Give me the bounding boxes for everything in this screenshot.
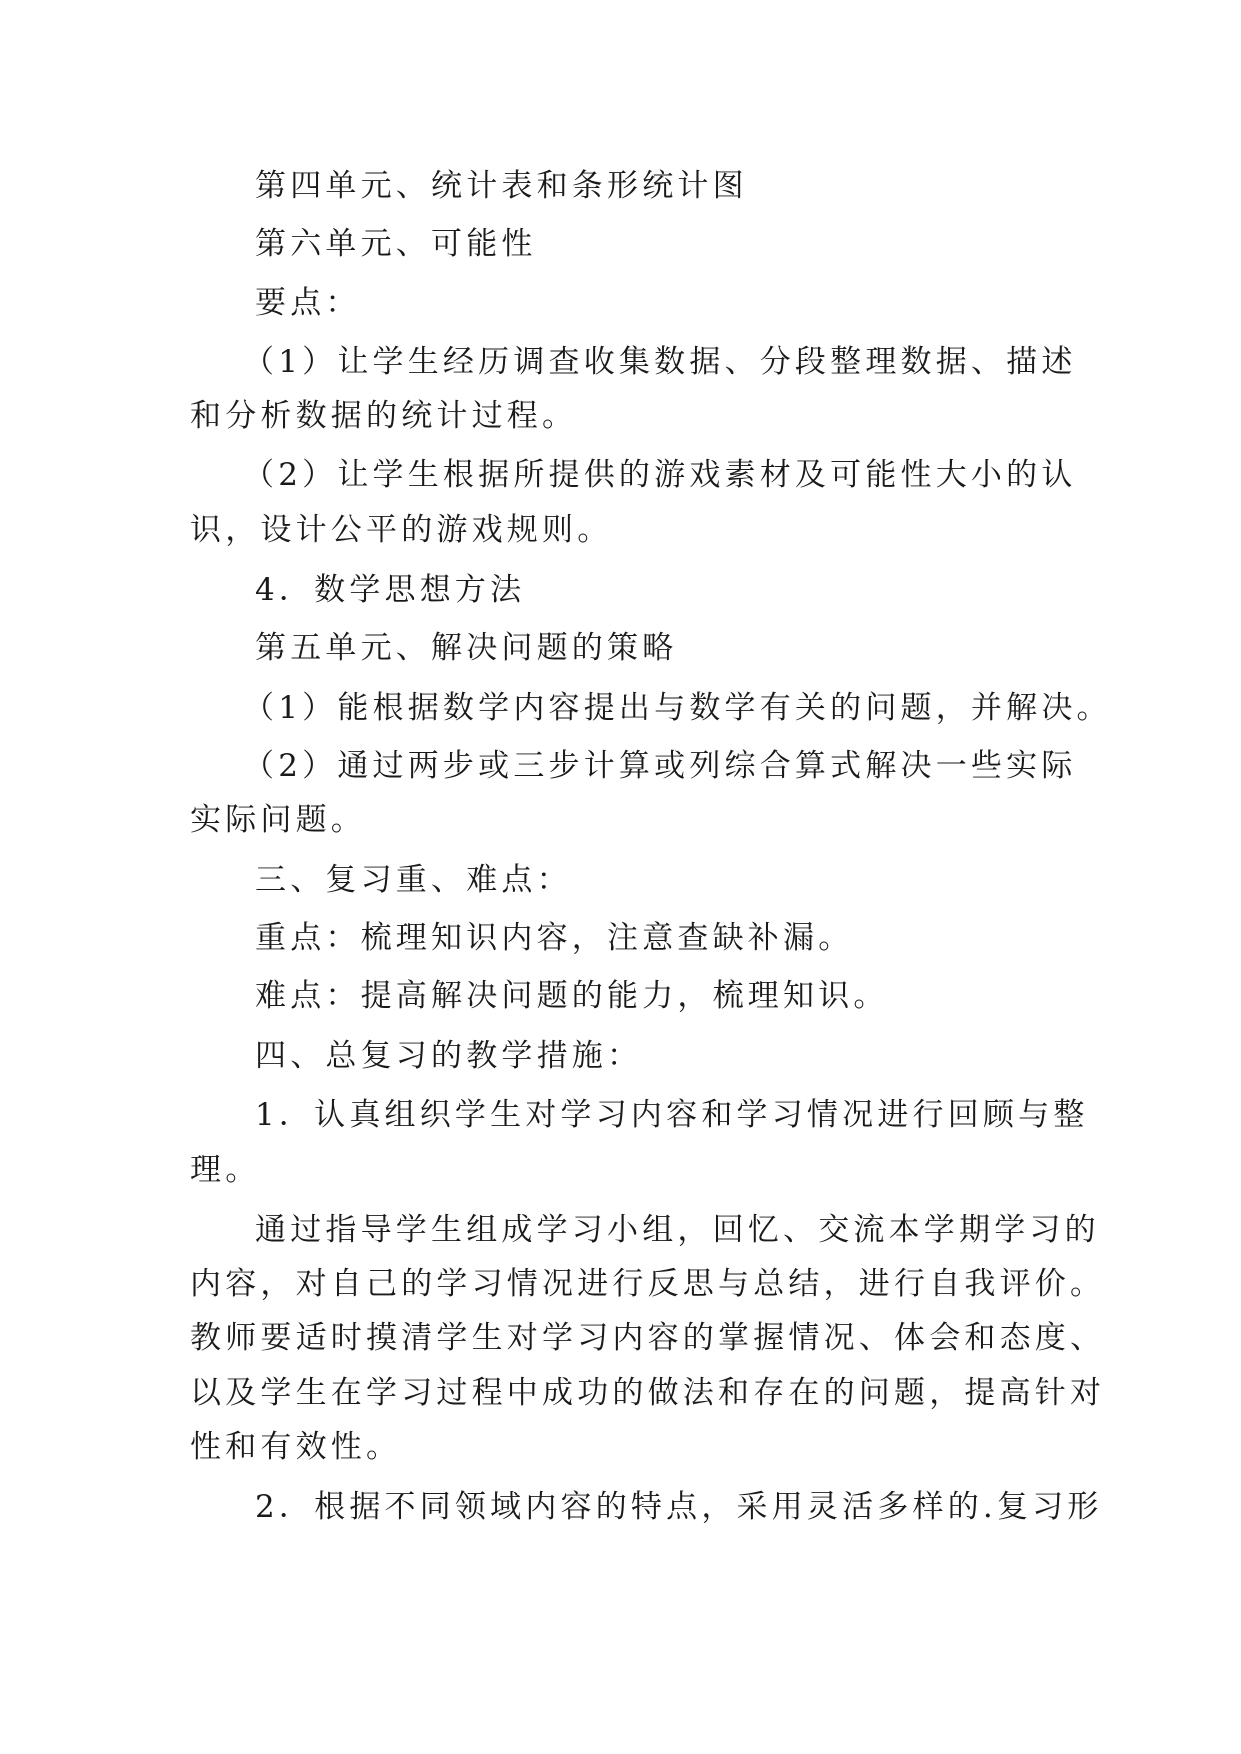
paragraph-line: 教师要适时摸清学生对学习内容的掌握情况、体会和态度、 [190,1320,1106,1356]
paragraph-line: 实际问题。 [190,802,366,838]
section-heading: 四、总复习的教学措施： [255,1038,643,1074]
paragraph-line: 难点：提高解决问题的能力，梳理知识。 [255,978,889,1014]
paragraph-line: 通过指导学生组成学习小组，回忆、交流本学期学习的 [255,1212,1100,1248]
section-heading: 三、复习重、难点： [255,862,572,898]
paragraph-line: 内容，对自己的学习情况进行反思与总结，进行自我评价。 [190,1266,1106,1302]
paragraph-line: 以及学生在学习过程中成功的做法和存在的问题，提高针对 [190,1375,1106,1411]
paragraph-line: 1．认真组织学生对学习内容和学习情况进行回顾与整 [255,1097,1089,1133]
paragraph-line: 重点：梳理知识内容，注意查缺补漏。 [255,920,854,956]
key-points-label: 要点： [255,285,361,321]
paragraph-line: 识，设计公平的游戏规则。 [190,512,613,548]
unit-four-heading: 第四单元、统计表和条形统计图 [255,168,748,204]
paragraph-line: （2）让学生根据所提供的游戏素材及可能性大小的认 [243,457,1077,493]
paragraph-line: （1）让学生经历调查收集数据、分段整理数据、描述 [243,344,1077,380]
paragraph-line: 性和有效性。 [190,1429,402,1465]
paragraph-line: 2．根据不同领域内容的特点，采用灵活多样的.复习形 [255,1489,1103,1525]
paragraph-line: 理。 [190,1152,261,1188]
paragraph-line: 和分析数据的统计过程。 [190,398,578,434]
section-heading: 4．数学思想方法 [255,572,526,608]
paragraph-line: （1）能根据数学内容提出与数学有关的问题，并解决。 [243,690,1112,726]
unit-six-heading: 第六单元、可能性 [255,226,537,262]
paragraph-line: （2）通过两步或三步计算或列综合算式解决一些实际 [243,748,1077,784]
unit-five-heading: 第五单元、解决问题的策略 [255,630,678,666]
